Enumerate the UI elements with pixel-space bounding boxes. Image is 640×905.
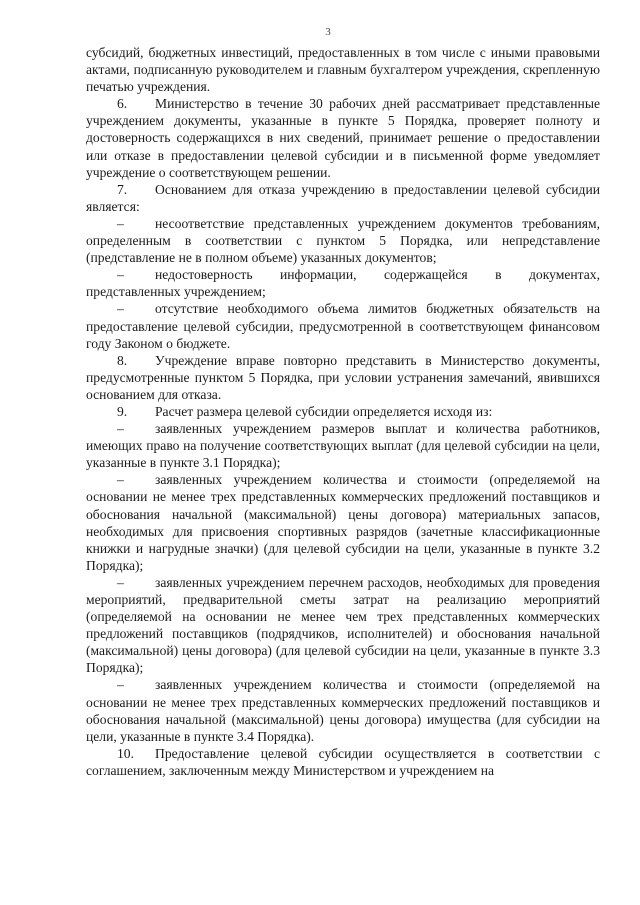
bullet-item — [86, 266, 600, 300]
bullet-text: заявленных учреждением размеров выплат и количества работников, имеющих право на получение соответствующих выплат (для целевой субсидии на цели, указанные в пункте 3.1 Порядка); — [86, 421, 600, 471]
paragraph-text: Предоставление целевой субсидии осуществляется в соответствии с соглашением, заключенным между Министерством и учреждением на — [86, 745, 600, 778]
bullet-item — [86, 420, 600, 471]
bullet-dash: – — [117, 472, 124, 488]
paragraph-number: 8. — [117, 352, 128, 368]
bullet-text: заявленных учреждением количества и стоимости (определяемой на основании не менее трех представленных коммерческих предложений поставщиков и обоснования начальной (максимальной) цены договора) материальных запасов, необходимых для присвоения спортивных разрядов (зачетные классификационные книжки и нагрудные значки) (для целевой субсидии на цели, указанные в пункте 3.2 Порядка); — [86, 472, 600, 573]
bullet-text: заявленных учреждением перечнем расходов, необходимых для проведения мероприятий, предварительной сметы затрат на реализацию мероприятий (определяемой на основании не менее чем трех представленных коммерческих предложений поставщиков (подрядчиков, исполнителей) и обоснования начальной (максимальной) цены договора) (для целевой субсидии на цели, указанные в пункте 3.3 Порядка); — [86, 574, 600, 676]
paragraph-item-7 — [86, 181, 600, 215]
bullet-item — [86, 676, 600, 744]
bullet-dash: – — [117, 215, 124, 231]
paragraph-text: Учреждение вправе повторно представить в Министерство документы, предусмотренные пунктом 5 Порядка, при условии устранения замечаний, явившихся основанием для отказа. — [86, 352, 600, 402]
paragraph-number: 7. — [117, 181, 128, 197]
paragraph-item-9 — [86, 403, 600, 420]
paragraph-text: Расчет размера целевой субсидии определяется исходя из: — [155, 403, 493, 419]
paragraph-item-8 — [86, 352, 600, 403]
bullet-text: недостоверность информации, содержащейся в документах, представленных учреждением; — [86, 267, 600, 300]
paragraph-number: 9. — [117, 403, 128, 419]
paragraph-item-6 — [86, 95, 600, 180]
paragraph-text: Основанием для отказа учреждению в предоставлении целевой субсидии является: — [86, 181, 600, 214]
bullet-text: отсутствие необходимого объема лимитов бюджетных обязательств на предоставление целевой субсидии, предусмотренной в соответствующем финансовом году Законом о бюджете. — [86, 301, 600, 351]
paragraph-number: 10. — [117, 745, 134, 761]
bullet-item — [86, 215, 600, 266]
bullet-dash: – — [117, 267, 124, 283]
page-number: 3 — [325, 26, 331, 38]
bullet-dash: – — [117, 301, 124, 317]
paragraph-number: 6. — [117, 96, 128, 112]
paragraph-text: Министерство в течение 30 рабочих дней рассматривает представленные учреждением документы, указанные в пункте 5 Порядка, проверяет полноту и достоверность содержащихся в них сведений, принимает решение о предоставлении или отказе в предоставлении целевой субсидии и в письменной форме уведомляет учреждение о соответствующем решении. — [86, 96, 600, 180]
bullet-text: заявленных учреждением количества и стоимости (определяемой на основании не менее трех представленных коммерческих предложений поставщиков и обоснования начальной (максимальной) цены договора) имущества (для субсидии на цели, указанные в пункте 3.4 Порядка). — [86, 677, 600, 744]
bullet-item — [86, 574, 600, 677]
bullet-dash: – — [117, 574, 124, 590]
bullet-dash: – — [117, 421, 124, 437]
bullet-item — [86, 471, 600, 574]
bullet-item — [86, 300, 600, 351]
bullet-text: несоответствие представленных учреждением документов требованиям, определенным в соответствии с пунктом 5 Порядка, или непредставление (представление не в полном объеме) указанных документов; — [86, 215, 600, 266]
paragraph-item-10 — [86, 745, 600, 779]
paragraph-continuation — [86, 44, 600, 95]
paragraph-text: субсидий, бюджетных инвестиций, предоставленных в том числе с иными правовыми актами, подписанную руководителем и главным бухгалтером учреждения, скрепленную печатью учреждения. — [86, 45, 600, 95]
bullet-dash: – — [117, 677, 124, 693]
